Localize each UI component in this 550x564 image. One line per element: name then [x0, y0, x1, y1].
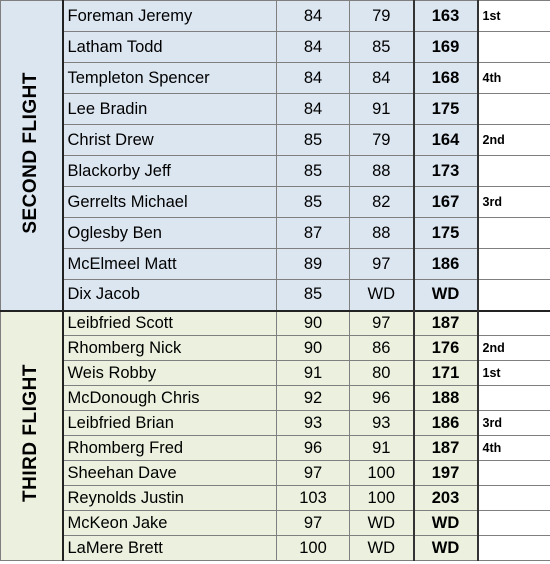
total-score-cell: 163 — [414, 1, 478, 32]
place-cell: 3rd — [478, 187, 550, 218]
table-row — [1, 63, 550, 94]
table-row — [1, 187, 550, 218]
total-score-cell: 187 — [414, 311, 478, 336]
round1-score-cell: 84 — [277, 32, 350, 63]
round2-score-cell: 84 — [350, 63, 414, 94]
table-row — [1, 156, 550, 187]
table-row — [1, 280, 550, 311]
player-name-cell: Leibfried Scott — [63, 311, 277, 336]
round2-score-cell: 80 — [350, 361, 414, 386]
player-name-cell: Weis Robby — [63, 361, 277, 386]
player-name-cell: Dix Jacob — [63, 280, 277, 311]
round1-score-cell: 96 — [277, 436, 350, 461]
round2-score-cell: 97 — [350, 249, 414, 280]
total-score-cell: WD — [414, 536, 478, 561]
table-row — [1, 32, 550, 63]
total-score-cell: 197 — [414, 461, 478, 486]
round2-score-cell: 96 — [350, 386, 414, 411]
table-row — [1, 249, 550, 280]
round1-score-cell: 92 — [277, 386, 350, 411]
flight-group-label-cell — [1, 311, 63, 561]
round1-score-cell: 84 — [277, 1, 350, 32]
player-name-cell: McKeon Jake — [63, 511, 277, 536]
player-name-cell: Oglesby Ben — [63, 218, 277, 249]
round1-score-cell: 89 — [277, 249, 350, 280]
total-score-cell: 186 — [414, 411, 478, 436]
round1-score-cell: 97 — [277, 461, 350, 486]
round2-score-cell: 79 — [350, 125, 414, 156]
place-cell: 1st — [478, 361, 550, 386]
table-row — [1, 486, 550, 511]
player-name-cell: Blackorby Jeff — [63, 156, 277, 187]
flight-label: THIRD FLIGHT — [20, 364, 42, 503]
round2-score-cell: 100 — [350, 461, 414, 486]
round1-score-cell: 97 — [277, 511, 350, 536]
round2-score-cell: 79 — [350, 1, 414, 32]
table-row — [1, 511, 550, 536]
round1-score-cell: 93 — [277, 411, 350, 436]
round2-score-cell: 86 — [350, 336, 414, 361]
total-score-cell: 186 — [414, 249, 478, 280]
place-cell: 1st — [478, 1, 550, 32]
place-cell: 3rd — [478, 411, 550, 436]
total-score-cell: WD — [414, 511, 478, 536]
table-row — [1, 311, 550, 336]
total-score-cell: 167 — [414, 187, 478, 218]
player-name-cell: Gerrelts Michael — [63, 187, 277, 218]
round2-score-cell: WD — [350, 536, 414, 561]
round2-score-cell: 88 — [350, 156, 414, 187]
table-row — [1, 218, 550, 249]
table-row — [1, 125, 550, 156]
place-cell — [478, 280, 550, 311]
total-score-cell: 188 — [414, 386, 478, 411]
table-row — [1, 436, 550, 461]
flight-label: SECOND FLIGHT — [20, 71, 42, 234]
player-name-cell: McDonough Chris — [63, 386, 277, 411]
results-table-body — [1, 1, 550, 561]
table-row — [1, 94, 550, 125]
round1-score-cell: 90 — [277, 336, 350, 361]
total-score-cell: 164 — [414, 125, 478, 156]
place-cell — [478, 32, 550, 63]
player-name-cell: LaMere Brett — [63, 536, 277, 561]
total-score-cell: 175 — [414, 218, 478, 249]
total-score-cell: 168 — [414, 63, 478, 94]
player-name-cell: Rhomberg Nick — [63, 336, 277, 361]
total-score-cell: WD — [414, 280, 478, 311]
player-name-cell: Templeton Spencer — [63, 63, 277, 94]
round1-score-cell: 84 — [277, 94, 350, 125]
total-score-cell: 203 — [414, 486, 478, 511]
place-cell — [478, 511, 550, 536]
table-row — [1, 361, 550, 386]
total-score-cell: 171 — [414, 361, 478, 386]
round2-score-cell: 82 — [350, 187, 414, 218]
place-cell — [478, 386, 550, 411]
total-score-cell: 176 — [414, 336, 478, 361]
total-score-cell: 175 — [414, 94, 478, 125]
player-name-cell: Lee Bradin — [63, 94, 277, 125]
total-score-cell: 187 — [414, 436, 478, 461]
round1-score-cell: 85 — [277, 187, 350, 218]
total-score-cell: 173 — [414, 156, 478, 187]
player-name-cell: Reynolds Justin — [63, 486, 277, 511]
player-name-cell: Foreman Jeremy — [63, 1, 277, 32]
table-row — [1, 461, 550, 486]
place-cell — [478, 461, 550, 486]
round2-score-cell: 88 — [350, 218, 414, 249]
round1-score-cell: 100 — [277, 536, 350, 561]
place-cell — [478, 218, 550, 249]
place-cell — [478, 486, 550, 511]
round1-score-cell: 85 — [277, 125, 350, 156]
round1-score-cell: 91 — [277, 361, 350, 386]
round2-score-cell: 100 — [350, 486, 414, 511]
place-cell: 4th — [478, 436, 550, 461]
table-row — [1, 386, 550, 411]
table-row — [1, 411, 550, 436]
round2-score-cell: 91 — [350, 436, 414, 461]
place-cell — [478, 311, 550, 336]
player-name-cell: Sheehan Dave — [63, 461, 277, 486]
round2-score-cell: 85 — [350, 32, 414, 63]
place-cell: 4th — [478, 63, 550, 94]
place-cell: 2nd — [478, 336, 550, 361]
total-score-cell: 169 — [414, 32, 478, 63]
player-name-cell: Latham Todd — [63, 32, 277, 63]
table-row — [1, 336, 550, 361]
player-name-cell: Christ Drew — [63, 125, 277, 156]
round1-score-cell: 85 — [277, 280, 350, 311]
player-name-cell: Leibfried Brian — [63, 411, 277, 436]
place-cell — [478, 249, 550, 280]
place-cell — [478, 94, 550, 125]
round2-score-cell: 93 — [350, 411, 414, 436]
place-cell — [478, 156, 550, 187]
table-row — [1, 1, 550, 32]
place-cell — [478, 536, 550, 561]
place-cell: 2nd — [478, 125, 550, 156]
round1-score-cell: 90 — [277, 311, 350, 336]
round2-score-cell: WD — [350, 280, 414, 311]
round2-score-cell: 91 — [350, 94, 414, 125]
round2-score-cell: 97 — [350, 311, 414, 336]
round2-score-cell: WD — [350, 511, 414, 536]
player-name-cell: McElmeel Matt — [63, 249, 277, 280]
table-row — [1, 536, 550, 561]
round1-score-cell: 87 — [277, 218, 350, 249]
round1-score-cell: 85 — [277, 156, 350, 187]
flight-group-label-cell — [1, 1, 63, 311]
player-name-cell: Rhomberg Fred — [63, 436, 277, 461]
round1-score-cell: 84 — [277, 63, 350, 94]
round1-score-cell: 103 — [277, 486, 350, 511]
